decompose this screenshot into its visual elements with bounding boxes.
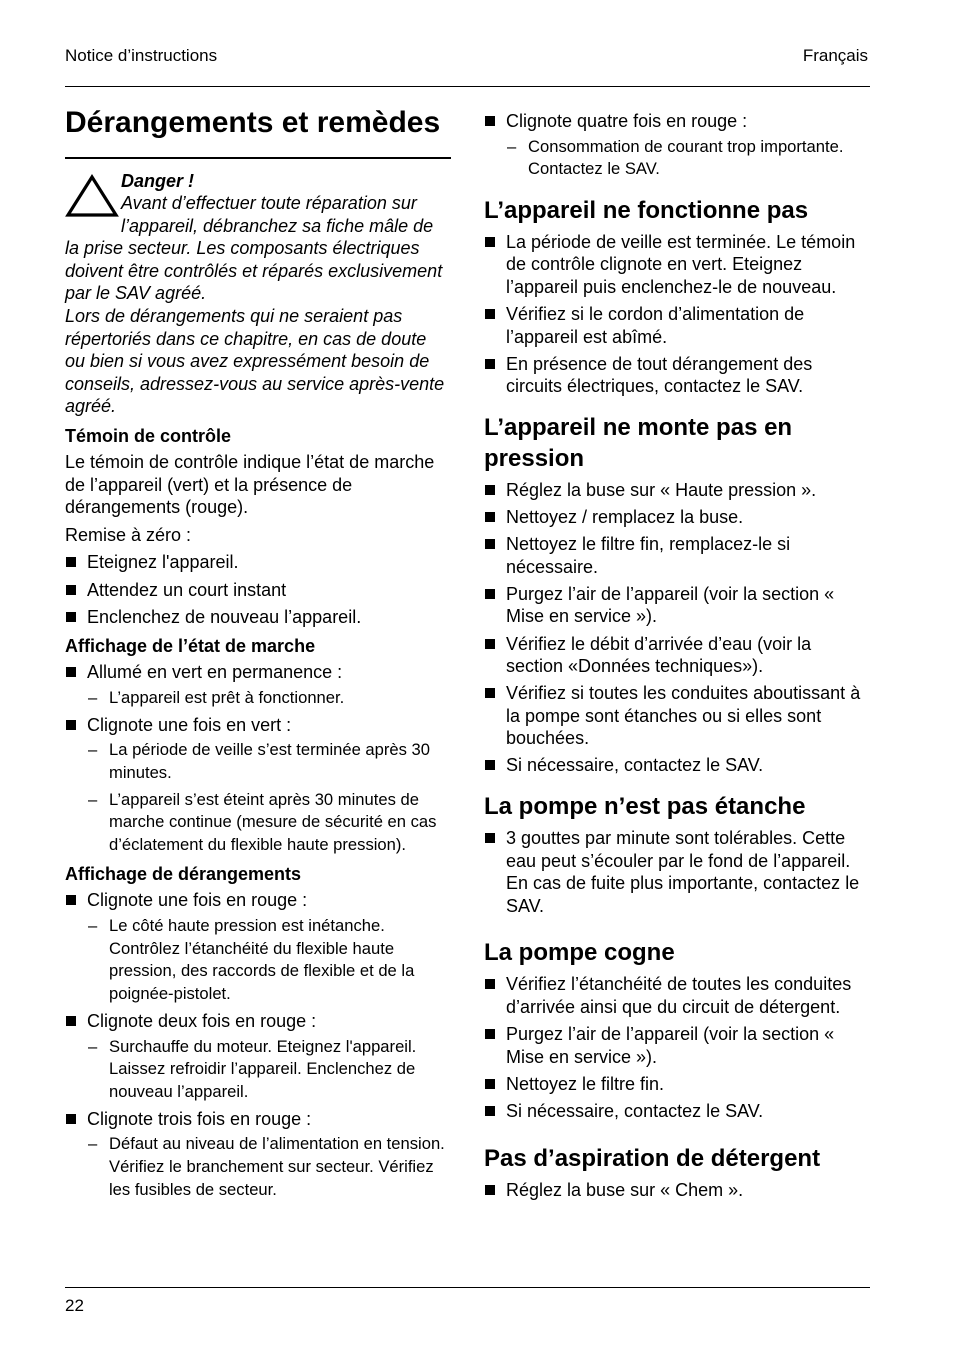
sub-list: [87, 915, 451, 1005]
header-right: Français: [802, 46, 868, 65]
sub-list: [87, 739, 451, 856]
square-bullet-icon: [485, 639, 495, 649]
right-column: [484, 110, 870, 1206]
temoin-text: Le témoin de contrôle indique l’état de marche de l’appareil (vert) et la présence de dérangements (rouge).: [65, 452, 435, 518]
sub-list: [87, 1133, 451, 1201]
list-item: Réglez la buse sur « Chem ».: [484, 1179, 870, 1202]
section-list: [484, 973, 870, 1122]
section-list: [484, 231, 870, 398]
square-bullet-icon: [66, 557, 76, 567]
square-bullet-icon: [66, 667, 76, 677]
list-item: En présence de tout dérangement des circuits électriques, contactez le SAV.: [484, 353, 870, 398]
header-left: Notice d’instructions: [65, 46, 218, 65]
list-item: Réglez la buse sur « Haute pression ».: [484, 479, 870, 502]
section-heading: La pompe cogne: [484, 939, 675, 967]
list-item: Allumé en vert en permanence : – L’appareil est prêt à fonctionner.: [65, 661, 451, 709]
page-title: Dérangements et remèdes: [65, 106, 441, 139]
header-rule: [65, 86, 870, 87]
square-bullet-icon: [66, 1016, 76, 1026]
sub-item: – Surchauffe du moteur. Eteignez l'appareil. Laissez refroidir l’appareil. Enclenchez de nouveau l’appareil.: [88, 1036, 417, 1101]
etat-heading: Affichage de l’état de marche: [65, 636, 316, 657]
list-item: La période de veille est terminée. Le témoin de contrôle clignote en vert. Eteignez l’appareil puis enclenchez-le de nouveau.: [484, 231, 870, 299]
section-heading: Pas d’aspiration de détergent: [484, 1144, 821, 1172]
list-item: Clignote quatre fois en rouge : – Consommation de courant trop importante. Contactez le SAV.: [484, 110, 870, 181]
list-item: Vérifiez le débit d’arrivée d’eau (voir la section «Données techniques»).: [484, 633, 870, 678]
square-bullet-icon: [66, 720, 76, 730]
page-number: 22: [65, 1296, 84, 1315]
list-item: Clignote une fois en rouge : – Le côté haute pression est inétanche. Contrôlez l’étanchéité du flexible haute pression, des raccords de flexible et de la poignée-pistolet.: [65, 889, 451, 1005]
square-bullet-icon: [485, 1185, 495, 1195]
title-rule: [65, 157, 451, 159]
list-item: Eteignez l'appareil.: [65, 551, 451, 574]
square-bullet-icon: [485, 512, 495, 522]
danger-title: Danger !: [121, 170, 195, 191]
list-item: Clignote trois fois en rouge : – Défaut au niveau de l’alimentation en tension. Vérifiez le branchement sur secteur. Vérifiez les fusibles de secteur.: [65, 1108, 451, 1201]
square-bullet-icon: [485, 760, 495, 770]
list-item: Vérifiez si le cordon d’alimentation de l’appareil est abîmé.: [484, 303, 870, 348]
warning-triangle-icon: [65, 174, 119, 218]
sub-item: – Le côté haute pression est inétanche. Contrôlez l’étanchéité du flexible haute pression, des raccords de flexible et de la poignée-pistolet.: [88, 916, 415, 1003]
reset-label: Remise à zéro :: [65, 524, 192, 545]
square-bullet-icon: [485, 1106, 495, 1116]
square-bullet-icon: [485, 979, 495, 989]
list-item: Attendez un court instant: [65, 579, 451, 602]
danger-notice: [65, 170, 451, 419]
square-bullet-icon: [66, 585, 76, 595]
left-column: [65, 104, 451, 1206]
list-item: 3 gouttes par minute sont tolérables. Cette eau peut s’écouler par le fond de l’appareil. En cas de fuite plus importante, contactez le SAV.: [484, 827, 870, 917]
sub-item: – L’appareil est prêt à fonctionner.: [88, 687, 345, 707]
section-heading: L’appareil ne monte pas en pression: [484, 413, 793, 472]
square-bullet-icon: [66, 1114, 76, 1124]
list-item: Enclenchez de nouveau l’appareil.: [65, 606, 451, 629]
section-list: [484, 479, 870, 777]
sub-item: – Consommation de courant trop importante. Contactez le SAV.: [507, 136, 844, 179]
list-item: Vérifiez l’étanchéité de toutes les conduites d’arrivée ainsi que du circuit de détergent.: [484, 973, 870, 1018]
square-bullet-icon: [485, 309, 495, 319]
footer-rule: [65, 1287, 870, 1288]
sub-item: – Défaut au niveau de l’alimentation en tension. Vérifiez le branchement sur secteur. Vérifiez les fusibles de secteur.: [88, 1134, 445, 1199]
list-item: Clignote une fois en vert : – La période de veille s’est terminée après 30 minutes. – L’appareil s’est éteint après 30 minutes de marche continue (mesure de sécurité en cas d’éclatement du flexible haute pression).: [65, 714, 451, 857]
square-bullet-icon: [485, 589, 495, 599]
derang-list: [65, 889, 451, 1201]
square-bullet-icon: [485, 833, 495, 843]
section-list: [484, 827, 870, 917]
square-bullet-icon: [485, 116, 495, 126]
square-bullet-icon: [485, 1029, 495, 1039]
list-item: Clignote deux fois en rouge : – Surchauffe du moteur. Eteignez l'appareil. Laissez refroidir l’appareil. Enclenchez de nouveau l’appareil.: [65, 1010, 451, 1103]
square-bullet-icon: [485, 359, 495, 369]
sub-list: [87, 1036, 451, 1104]
danger-text-1: Avant d’effectuer toute réparation sur l’appareil, débranchez sa fiche mâle de la prise secteur. Les composants électriques doivent être contrôlés et réparés exclusivement par le SAV agréé.: [65, 193, 443, 304]
square-bullet-icon: [485, 1079, 495, 1089]
square-bullet-icon: [66, 612, 76, 622]
sub-list: [506, 136, 870, 181]
list-item: Vérifiez si toutes les conduites aboutissant à la pompe sont étanches ou si elles sont bouchées.: [484, 682, 870, 750]
list-item: Si nécessaire, contactez le SAV.: [484, 1100, 870, 1123]
sub-list: [87, 687, 451, 710]
temoin-heading: Témoin de contrôle: [65, 426, 232, 447]
list-item: Nettoyez / remplacez la buse.: [484, 506, 870, 529]
derang-heading: Affichage de dérangements: [65, 864, 302, 885]
list-item: Si nécessaire, contactez le SAV.: [484, 754, 870, 777]
sub-item: – La période de veille s’est terminée après 30 minutes.: [88, 740, 431, 783]
list-item: Purgez l’air de l’appareil (voir la section « Mise en service »).: [484, 1023, 870, 1068]
list-item: Purgez l’air de l’appareil (voir la section « Mise en service »).: [484, 583, 870, 628]
square-bullet-icon: [485, 237, 495, 247]
danger-text-2: Lors de dérangements qui ne seraient pas répertoriés dans ce chapitre, en cas de doute ou bien si vous avez expressément besoin de conseils, adressez-vous au service après-vente agréé.: [65, 306, 445, 417]
reset-list: [65, 551, 451, 628]
derang-list-continued: [484, 110, 870, 181]
sub-item: – L’appareil s’est éteint après 30 minutes de marche continue (mesure de sécurité en cas d’éclatement du flexible haute pression).: [88, 789, 437, 854]
etat-list: [65, 661, 451, 856]
square-bullet-icon: [485, 485, 495, 495]
square-bullet-icon: [485, 539, 495, 549]
section-list: [484, 1179, 870, 1202]
list-item: Nettoyez le filtre fin, remplacez-le si nécessaire.: [484, 533, 870, 578]
square-bullet-icon: [485, 688, 495, 698]
square-bullet-icon: [66, 895, 76, 905]
section-heading: L’appareil ne fonctionne pas: [484, 196, 809, 224]
list-item: Nettoyez le filtre fin.: [484, 1073, 870, 1096]
section-heading: La pompe n’est pas étanche: [484, 793, 806, 821]
